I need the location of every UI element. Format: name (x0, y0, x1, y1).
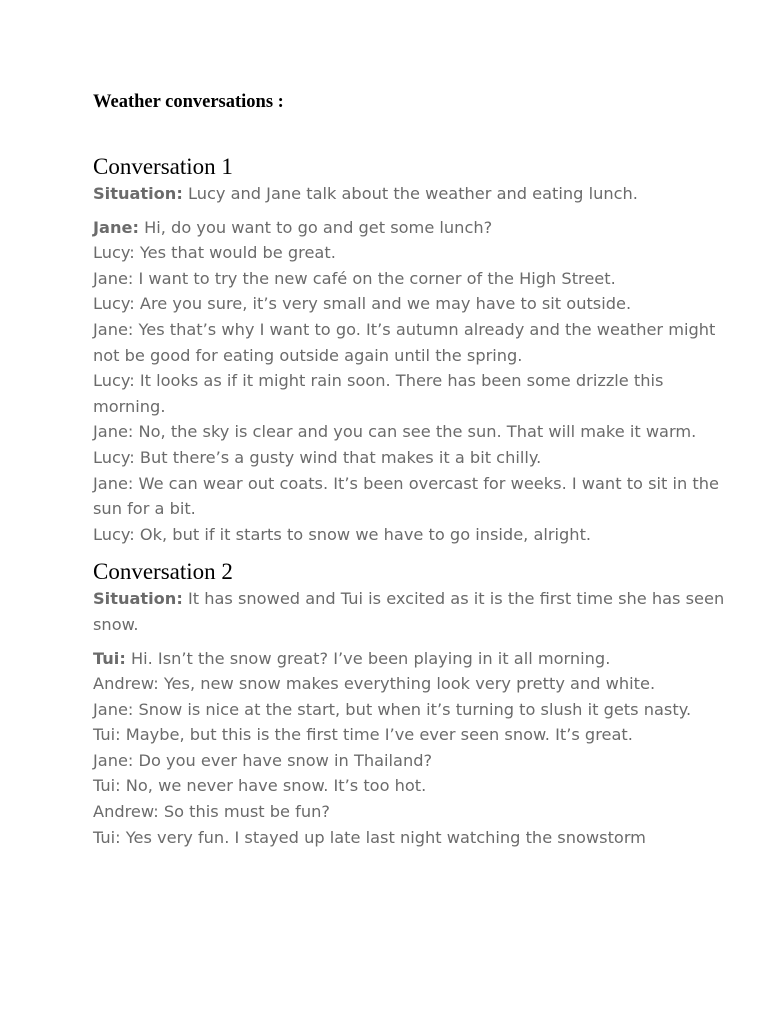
dialogue-line: Lucy: But there’s a gusty wind that makes it a bit chilly. (93, 447, 542, 467)
conversation-2-heading: Conversation 2 (93, 559, 233, 585)
dialogue-line: Andrew: Yes, new snow makes everything look very pretty and white. (93, 674, 656, 694)
line-text: Hi, do you want to go and get some lunch? (138, 217, 493, 237)
situation-label: Situation: (93, 184, 183, 203)
situation-text: It has snowed and Tui is excited as it is the first time she has seen snow. (93, 589, 725, 634)
dialogue-line: Jane: No, the sky is clear and you can see the sun. That will make it warm. (93, 422, 697, 442)
dialogue-line: Jane: Yes that’s why I want to go. It’s autumn already and the weather might not be good for eating outside again until the spring. (93, 319, 716, 365)
dialogue-line: Jane: Snow is nice at the start, but when it’s turning to slush it gets nasty. (93, 699, 692, 719)
dialogue-line: Lucy: It looks as if it might rain soon. There has been some drizzle this morning. (93, 371, 664, 416)
dialogue-line: Lucy: Ok, but if it starts to snow we have to go inside, alright. (93, 524, 592, 544)
conversation-2-situation (93, 586, 733, 637)
dialogue-line: Tui: Maybe, but this is the first time I’ve ever seen snow. It’s great. (93, 725, 633, 745)
situation-label: Situation: (93, 589, 183, 609)
dialogue-line (93, 215, 733, 241)
line-text: Hi. Isn’t the snow great? I’ve been playing in it all morning. (125, 648, 611, 668)
conversation-1-dialogue (93, 215, 733, 548)
dialogue-line: Jane: Do you ever have snow in Thailand? (93, 750, 433, 770)
dialogue-line (93, 646, 733, 672)
dialogue-line: Lucy: Are you sure, it’s very small and we may have to sit outside. (93, 294, 632, 314)
dialogue-line: Tui: No, we never have snow. It’s too hot. (93, 776, 427, 796)
dialogue-line: Jane: I want to try the new café on the corner of the High Street. (93, 268, 616, 288)
conversation-1-situation (93, 181, 733, 207)
dialogue-line: Lucy: Yes that would be great. (93, 243, 336, 263)
dialogue-line: Jane: We can wear out coats. It’s been overcast for weeks. I want to sit in the sun for a bit. (93, 473, 719, 519)
document-title: Weather conversations : (93, 92, 284, 112)
speaker-label: Jane: (93, 217, 139, 237)
dialogue-line: Tui: Yes very fun. I stayed up late last night watching the snowstorm (93, 827, 646, 847)
situation-text: Lucy and Jane talk about the weather and eating lunch. (182, 184, 638, 203)
speaker-label: Tui: (93, 648, 126, 668)
conversation-2-dialogue (93, 646, 733, 851)
document-page (93, 88, 733, 850)
conversation-1-heading: Conversation 1 (93, 154, 233, 179)
dialogue-line: Andrew: So this must be fun? (93, 802, 330, 822)
